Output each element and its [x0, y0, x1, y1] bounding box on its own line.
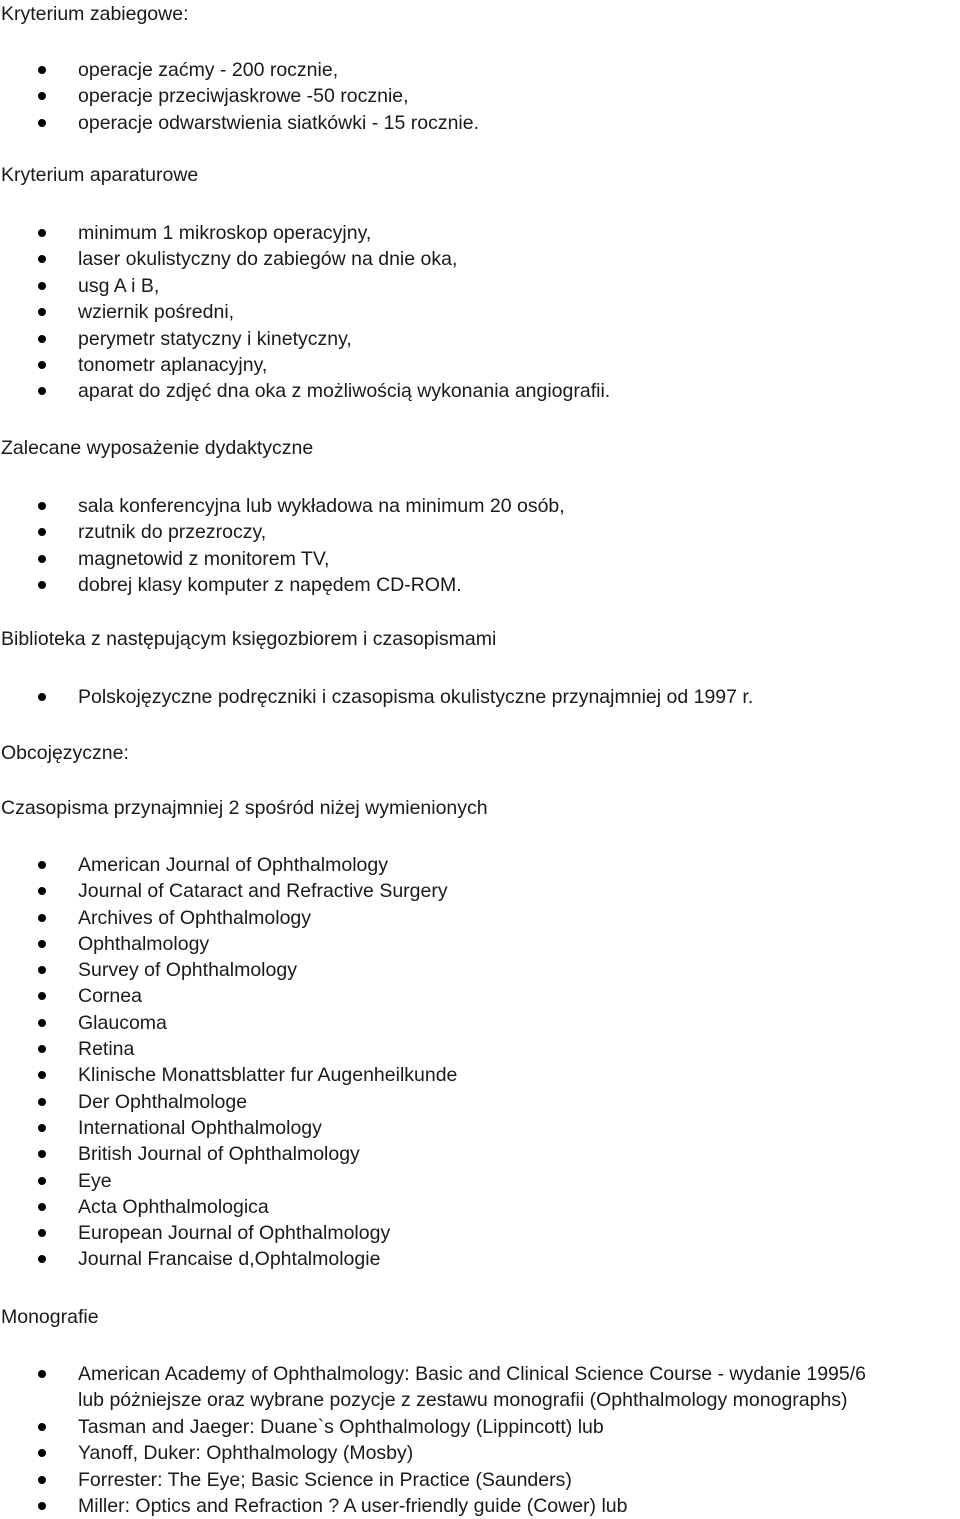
bullet-icon — [38, 255, 46, 263]
bullet-icon — [38, 387, 46, 395]
heading-biblioteka: Biblioteka z następującym księgozbiorem i czasopismami — [1, 628, 497, 650]
list-item: Cornea — [0, 983, 457, 1009]
list-item: Survey of Ophthalmology — [0, 957, 457, 983]
bullet-icon — [38, 229, 46, 237]
list-item: Ophthalmology — [0, 931, 457, 957]
list-item: Polskojęzyczne podręczniki i czasopisma okulistyczne przynajmniej od 1997 r. — [0, 684, 753, 710]
bullet-icon — [38, 914, 46, 922]
bullet-icon — [38, 1177, 46, 1185]
list-item: wziernik pośredni, — [0, 299, 610, 325]
list-biblioteka — [0, 684, 753, 710]
bullet-icon — [38, 1229, 46, 1237]
bullet-icon — [38, 1124, 46, 1132]
list-kryterium-aparaturowe — [0, 220, 610, 405]
list-item: Der Ophthalmologe — [0, 1089, 457, 1115]
list-item: Glaucoma — [0, 1010, 457, 1036]
bullet-icon — [38, 940, 46, 948]
heading-monografie: Monografie — [1, 1306, 99, 1328]
bullet-icon — [38, 1449, 46, 1457]
bullet-icon — [38, 361, 46, 369]
heading-kryterium-zabiegowe: Kryterium zabiegowe: — [1, 3, 189, 25]
list-item: dobrej klasy komputer z napędem CD-ROM. — [0, 572, 565, 598]
bullet-icon — [38, 1019, 46, 1027]
list-monografie — [0, 1361, 866, 1519]
bullet-icon — [38, 1150, 46, 1158]
list-item: American Journal of Ophthalmology — [0, 852, 457, 878]
list-item: Tasman and Jaeger: Duane`s Ophthalmology (Lippincott) lub — [0, 1414, 866, 1440]
list-item: Retina — [0, 1036, 457, 1062]
list-item-continuation: lub póżniejsze oraz wybrane pozycje z zestawu monografii (Ophthalmology monographs) — [78, 1389, 848, 1412]
bullet-icon — [38, 693, 46, 701]
list-item: operacje zaćmy - 200 rocznie, — [0, 57, 479, 83]
list-item: Acta Ophthalmologica — [0, 1194, 457, 1220]
list-item: rzutnik do przezroczy, — [0, 519, 565, 545]
list-item: Yanoff, Duker: Ophthalmology (Mosby) — [0, 1440, 866, 1466]
bullet-icon — [38, 1203, 46, 1211]
bullet-icon — [38, 502, 46, 510]
bullet-icon — [38, 282, 46, 290]
list-item: sala konferencyjna lub wykładowa na minimum 20 osób, — [0, 493, 565, 519]
list-item: Forrester: The Eye; Basic Science in Practice (Saunders) — [0, 1467, 866, 1493]
bullet-icon — [38, 335, 46, 343]
bullet-icon — [38, 1045, 46, 1053]
list-item: aparat do zdjęć dna oka z możliwością wykonania angiografii. — [0, 378, 610, 404]
list-item: perymetr statyczny i kinetyczny, — [0, 326, 610, 352]
heading-kryterium-aparaturowe: Kryterium aparaturowe — [1, 164, 199, 186]
bullet-icon — [38, 1071, 46, 1079]
list-item: laser okulistyczny do zabiegów na dnie oka, — [0, 246, 610, 272]
bullet-icon — [38, 92, 46, 100]
bullet-icon — [38, 1098, 46, 1106]
heading-czasopisma: Czasopisma przynajmniej 2 spośród niżej wymienionych — [1, 797, 488, 819]
heading-zalecane-wyposazenie: Zalecane wyposażenie dydaktyczne — [1, 437, 314, 459]
bullet-icon — [38, 119, 46, 127]
bullet-icon — [38, 1476, 46, 1484]
bullet-icon — [38, 1370, 46, 1378]
bullet-icon — [38, 1502, 46, 1510]
bullet-icon — [38, 1423, 46, 1431]
bullet-icon — [38, 966, 46, 974]
bullet-icon — [38, 66, 46, 74]
bullet-icon — [38, 1255, 46, 1263]
heading-obcojezyczne: Obcojęzyczne: — [1, 742, 129, 764]
list-item: Archives of Ophthalmology — [0, 905, 457, 931]
list-zalecane-wyposazenie — [0, 493, 565, 599]
list-item: Journal Francaise d,Ophtalmologie — [0, 1246, 457, 1272]
bullet-icon — [38, 887, 46, 895]
bullet-icon — [38, 861, 46, 869]
list-item: British Journal of Ophthalmology — [0, 1141, 457, 1167]
list-item: Journal of Cataract and Refractive Surgery — [0, 878, 457, 904]
bullet-icon — [38, 992, 46, 1000]
list-item: operacje przeciwjaskrowe -50 rocznie, — [0, 83, 479, 109]
bullet-icon — [38, 581, 46, 589]
bullet-icon — [38, 308, 46, 316]
bullet-icon — [38, 528, 46, 536]
list-item: operacje odwarstwienia siatkówki - 15 rocznie. — [0, 110, 479, 136]
list-item: minimum 1 mikroskop operacyjny, — [0, 220, 610, 246]
list-item: Eye — [0, 1168, 457, 1194]
list-item: European Journal of Ophthalmology — [0, 1220, 457, 1246]
bullet-icon — [38, 555, 46, 563]
list-item: Klinische Monattsblatter fur Augenheilkunde — [0, 1062, 457, 1088]
list-item: tonometr aplanacyjny, — [0, 352, 610, 378]
list-item: American Academy of Ophthalmology: Basic and Clinical Science Course - wydanie 1995/6 — [0, 1361, 866, 1387]
list-czasopisma — [0, 852, 457, 1273]
list-item: Miller: Optics and Refraction ? A user-friendly guide (Cower) lub — [0, 1493, 866, 1519]
list-item: usg A i B, — [0, 273, 610, 299]
list-kryterium-zabiegowe — [0, 57, 479, 136]
list-item: magnetowid z monitorem TV, — [0, 546, 565, 572]
list-item: International Ophthalmology — [0, 1115, 457, 1141]
